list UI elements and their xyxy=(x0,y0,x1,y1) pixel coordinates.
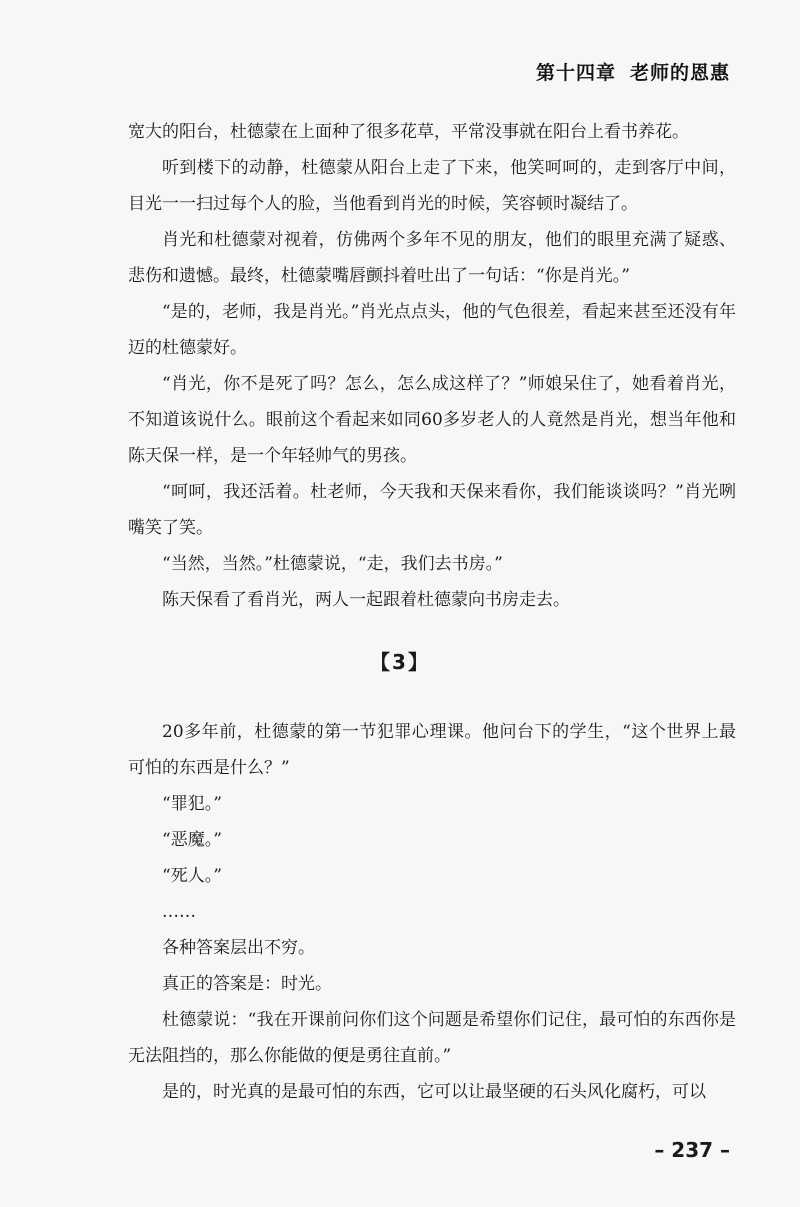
paragraph: “是的，老师，我是肖光。”肖光点点头，他的气色很差，看起来甚至还没有年迈的杜德蒙好。 xyxy=(128,302,736,358)
paragraph: “当然，当然。”杜德蒙说，“走，我们去书房。” xyxy=(162,554,503,574)
chapter-number: 第十四章 xyxy=(535,62,616,84)
paragraph: 陈天保看了看肖光，两人一起跟着杜德蒙向书房走去。 xyxy=(162,590,570,610)
body-text-upper xyxy=(128,114,736,618)
paragraph: “肖光，你不是死了吗？怎么，怎么成这样了？”师娘呆住了，她看着肖光，不知道该说什么。眼前这个看起来如同60多岁老人的人竟然是肖光，想当年他和陈天保一样，是一个年轻帅气的男孩。 xyxy=(128,374,736,466)
chapter-title: 老师的恩惠 xyxy=(629,62,730,84)
page-number: – 237 – xyxy=(654,1138,730,1162)
paragraph: 听到楼下的动静，杜德蒙从阳台上走了下来，他笑呵呵的，走到客厅中间，目光一一扫过每个人的脸，当他看到肖光的时候，笑容顿时凝结了。 xyxy=(128,158,736,214)
paragraph: 各种答案层出不穷。 xyxy=(162,938,315,958)
paragraph: …… xyxy=(162,902,196,922)
paragraph: 杜德蒙说：“我在开课前问你们这个问题是希望你们记住，最可怕的东西你是无法阻挡的，那么你能做的便是勇往直前。” xyxy=(128,1010,736,1066)
paragraph: “死人。” xyxy=(162,866,222,886)
paragraph: 真正的答案是：时光。 xyxy=(162,974,332,994)
paragraph: 是的，时光真的是最可怕的东西，它可以让最坚硬的石头风化腐朽，可以 xyxy=(162,1082,706,1102)
body-text-lower xyxy=(128,714,736,1110)
running-head xyxy=(536,58,730,85)
paragraph: “恶魔。” xyxy=(162,830,222,850)
paragraph: “呵呵，我还活着。杜老师，今天我和天保来看你，我们能谈谈吗？”肖光咧嘴笑了笑。 xyxy=(128,482,736,538)
paragraph: 宽大的阳台，杜德蒙在上面种了很多花草，平常没事就在阳台上看书养花。 xyxy=(128,122,689,142)
section-heading: 【3】 xyxy=(370,650,430,674)
paragraph: 20多年前，杜德蒙的第一节犯罪心理课。他问台下的学生，“这个世界上最可怕的东西是什么？” xyxy=(128,722,736,778)
paragraph: 肖光和杜德蒙对视着，仿佛两个多年不见的朋友，他们的眼里充满了疑惑、悲伤和遗憾。最终，杜德蒙嘴唇颤抖着吐出了一句话：“你是肖光。” xyxy=(128,230,736,286)
paragraph: “罪犯。” xyxy=(162,794,222,814)
